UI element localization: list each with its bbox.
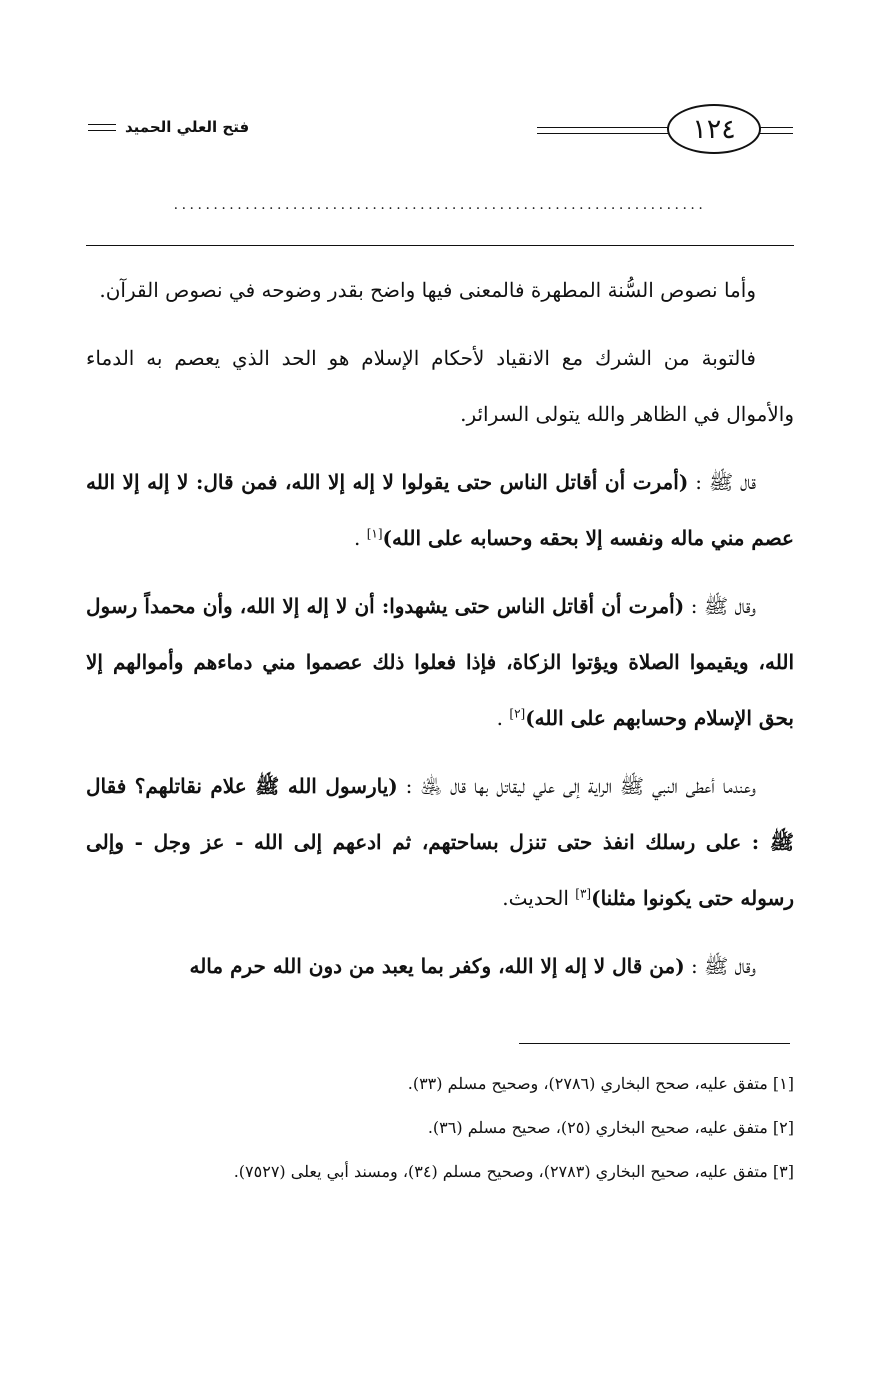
- paragraph-text: فالتوبة من الشرك مع الانقياد لأحكام الإسلام هو الحد الذي يعصم به الدماء والأموال في الظاهر والله يتولى السرائر.: [86, 346, 794, 426]
- footnotes: [86, 1062, 794, 1194]
- footnote-ref: [٢]: [509, 706, 526, 721]
- hadith-quote: (أمرت أن أقاتل الناس حتى يقولوا لا إله إلا الله، فمن قال: لا إله إلا الله عصم مني ماله ونفسه إلا بحقه وحسابه على الله): [86, 470, 794, 550]
- footnote-ref: [٣]: [575, 886, 592, 901]
- hadith-quote: (يارسول الله ﷺ علام نقاتلهم؟ فقال ﷺ : على رسلك انفذ حتى تنزل بساحتهم، ثم ادعهم إلى الله - عز وجل - وإلى رسوله حتى يكونوا مثلنا): [86, 774, 794, 910]
- paragraph: [86, 578, 794, 746]
- footnote: [٢] متفق عليه، صحيح البخاري (٢٥)، صحيح مسلم (٣٦).: [427, 1118, 794, 1137]
- hadith-quote: (أمرت أن أقاتل الناس حتى يشهدوا: أن لا إله إلا الله، وأن محمداً رسول الله، ويقيموا الصلاة ويؤتوا الزكاة، فإذا فعلوا ذلك عصموا مني دماءهم وأموالهم إلا بحق الإسلام وحسابهم على الله): [86, 594, 794, 730]
- footnote-rule: [519, 1043, 790, 1044]
- paragraph-lead: قال ﷺ :: [688, 470, 756, 494]
- paragraph: [86, 938, 794, 994]
- paragraph: [86, 454, 794, 566]
- paragraph: [86, 758, 794, 926]
- body-text: [86, 262, 794, 1006]
- paragraph: [86, 262, 794, 318]
- top-rule: [86, 245, 794, 246]
- paragraph-text: وأما نصوص السُّنة المطهرة فالمعنى فيها واضح بقدر وضوحه في نصوص القرآن.: [99, 278, 756, 302]
- dotted-separator: ...................................................................: [173, 198, 707, 212]
- page-number: ١٢٤: [692, 113, 736, 145]
- hadith-quote: (من قال لا إله إلا الله، وكفر بما يعبد من دون الله حرم ماله: [189, 954, 685, 978]
- paragraph-tail: .: [496, 706, 510, 730]
- footnote-ref: [١]: [366, 526, 383, 541]
- paragraph-lead: وقال ﷺ :: [684, 594, 756, 618]
- title-ornament-lines: [88, 124, 116, 131]
- paragraph-tail: .: [354, 526, 367, 550]
- page-number-oval: [667, 104, 761, 154]
- paragraph-tail: الحديث.: [502, 886, 576, 910]
- running-title: فتح العلي الحميد: [125, 118, 250, 136]
- paragraph: [86, 330, 794, 442]
- footnote: [١] متفق عليه، صحح البخاري (٢٧٨٦)، وصحيح مسلم (٣٣).: [407, 1074, 794, 1093]
- paragraph-lead: وقال ﷺ :: [684, 954, 756, 978]
- paragraph-lead: وعندما أعطى النبي ﷺ الراية إلى علي ليقاتل بها قال ﵁ :: [397, 774, 756, 798]
- footnote: [٣] متفق عليه، صحيح البخاري (٢٧٨٣)، وصحيح مسلم (٣٤)، ومسند أبي يعلى (٧٥٢٧).: [233, 1162, 794, 1181]
